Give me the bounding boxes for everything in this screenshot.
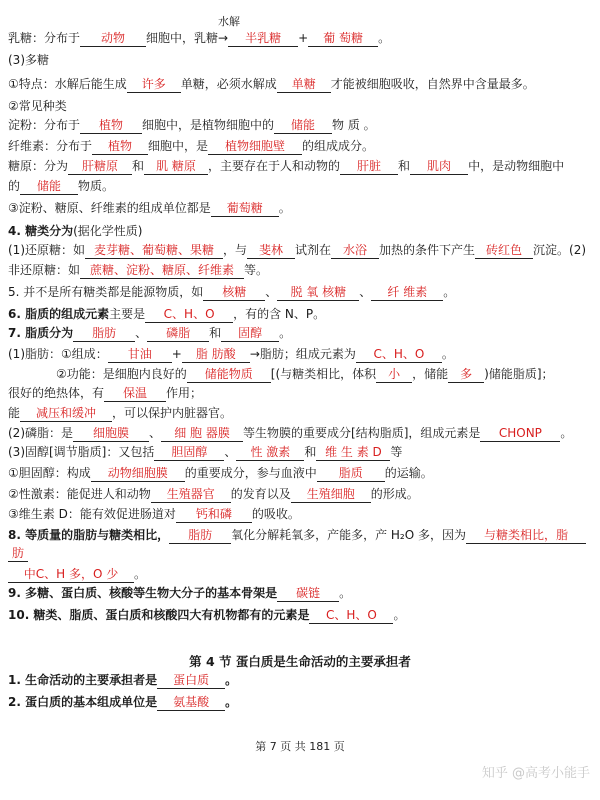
answer-blank: 生殖细胞 [291, 486, 371, 503]
static-text: 。 [560, 426, 573, 440]
static-text: )储能脂质]； [484, 367, 554, 381]
static-text: →脂肪；组成元素为 [249, 347, 356, 361]
static-text: 、 [135, 326, 148, 340]
text-line [8, 136, 594, 156]
answer-blank: 性 激素 [236, 444, 304, 461]
answer-blank: 保温 [104, 385, 166, 402]
static-text: 纤维素：分布于 [8, 139, 93, 153]
static-text: 糖原：分为 [8, 159, 69, 173]
static-text: 4. 糖类分为 [8, 224, 74, 238]
answer-blank: 斐林 [247, 242, 295, 259]
text-line [8, 50, 594, 70]
static-text: 6. 脂质的组成元素 [8, 307, 110, 321]
static-text: (1)脂肪：①组成： [8, 347, 108, 361]
static-text: ，与 [223, 243, 248, 257]
text-line [8, 583, 594, 603]
answer-blank: 磷脂 [147, 325, 209, 342]
static-text: 。 [134, 567, 147, 581]
answer-blank: 单糖 [277, 76, 331, 93]
static-text: 10. 糖类、脂质、蛋白质和核酸四大有机物都有的元素是 [8, 608, 310, 622]
static-text: 的形成。 [370, 487, 419, 501]
static-text: 加热的条件下产生 [379, 243, 476, 257]
answer-blank: 细胞膜 [73, 425, 149, 442]
answer-blank: 中C、H 多，O 少 [8, 566, 134, 583]
static-text: [(与糖类相比，体积 [270, 367, 377, 381]
static-text: 和 [398, 159, 411, 173]
answer-blank: 葡 萄糖 [308, 30, 378, 47]
text-line [8, 504, 594, 524]
static-text: 物质。 [78, 179, 115, 193]
text-line [8, 484, 594, 504]
text-line [8, 260, 594, 280]
static-text: 中，是动物细胞中 [468, 159, 565, 173]
answer-blank: 脂肪 [73, 325, 135, 342]
answer-blank: 碳链 [277, 585, 339, 602]
static-text: 。 [393, 608, 406, 622]
text-line [8, 423, 594, 443]
text-line [8, 198, 594, 218]
answer-blank: 脂肪 [169, 527, 231, 544]
answer-blank: 氨基酸 [157, 694, 225, 711]
static-text: (3)多糖 [8, 53, 49, 67]
answer-blank: 与糖类相比，脂 [466, 527, 586, 544]
static-text: 、 [224, 445, 237, 459]
static-text: ③淀粉、糖原、纤维素的组成单位都是 [8, 201, 211, 215]
answer-blank: 脂 肪酸 [182, 346, 250, 363]
static-text: 乳糖：分布于 [8, 31, 81, 45]
static-text: ②性激素：能促进人和动物 [8, 487, 151, 501]
answer-blank: 许多 [127, 76, 181, 93]
static-text: 。 [339, 586, 352, 600]
text-line [8, 323, 594, 343]
answer-blank: 蔗糖、淀粉、糖原、纤维素 [80, 262, 244, 279]
answer-blank: 动物 [80, 30, 146, 47]
answer-blank: 储能物质 [187, 366, 271, 383]
static-text: 和 [209, 326, 222, 340]
arrow-icon: → [218, 31, 229, 45]
answer-blank: 肝脏 [340, 158, 398, 175]
static-text: 。 [225, 673, 238, 687]
answer-blank: 水浴 [331, 242, 379, 259]
static-text: 9. 多糖、蛋白质、核酸等生物大分子的基本骨架是 [8, 586, 278, 600]
answer-blank: 固醇 [221, 325, 279, 342]
static-text: 和 [132, 159, 145, 173]
answer-blank: 减压和缓冲 [20, 405, 112, 422]
text-line [8, 403, 594, 423]
text-line [8, 115, 594, 135]
static-text: 氧化分解耗氧多，产能多，产 H₂O 多，因为 [231, 528, 467, 542]
answer-blank: 胆固醇 [154, 444, 224, 461]
answer-blank: 肪 [8, 545, 28, 562]
answer-blank: 脂质 [317, 465, 385, 482]
static-text: 。 [378, 31, 391, 45]
static-text: 物 质 。 [332, 118, 376, 132]
static-text: 、 [149, 426, 162, 440]
static-text: 。 [279, 326, 292, 340]
text-line [8, 525, 594, 545]
static-text: 试剂在 [295, 243, 332, 257]
answer-blank: C、H、O [145, 306, 233, 323]
text-line [8, 176, 594, 196]
text-line [8, 15, 594, 48]
answer-blank: 储能 [274, 117, 332, 134]
static-text: 1. 生命活动的主要承担者是 [8, 673, 158, 687]
static-text: 7. 脂质分为 [8, 326, 74, 340]
answer-blank: CHONP [480, 425, 560, 442]
static-text: (2)磷脂：是 [8, 426, 73, 440]
answer-blank: 甘油 [108, 346, 172, 363]
static-text: 很好的绝热体，有 [8, 386, 105, 400]
static-text: + [171, 347, 182, 361]
static-text: 细胞中，乳糖 [146, 31, 219, 45]
static-text: ，储能 [412, 367, 449, 381]
static-text: 的 [8, 179, 21, 193]
text-line [8, 442, 594, 462]
static-text: + [298, 31, 309, 45]
static-text: 的发育以及 [230, 487, 291, 501]
answer-blank: 肌肉 [410, 158, 468, 175]
answer-blank: 植物 [80, 117, 142, 134]
static-text: 和 [304, 445, 317, 459]
static-text: 非还原糖：如 [8, 263, 81, 277]
text-line [8, 670, 594, 690]
text-line [8, 221, 594, 241]
static-text: ①胆固醇：构成 [8, 466, 91, 480]
text-line [8, 282, 594, 302]
static-text: ，可以保护内脏器官。 [112, 406, 233, 420]
answer-blank: 核糖 [203, 284, 265, 301]
static-text: 等。 [244, 263, 269, 277]
static-text: 的重要成分，参与血液中 [184, 466, 317, 480]
text-line [8, 605, 594, 625]
answer-blank: 葡萄糖 [211, 200, 279, 217]
answer-blank: 多 [448, 366, 484, 383]
answer-blank: 储能 [20, 178, 78, 195]
answer-blank: 细 胞 器膜 [161, 425, 243, 442]
static-text: ③维生素 D：能有效促进肠道对 [8, 507, 176, 521]
reaction-arrow [218, 15, 241, 48]
answer-blank: 植物 [92, 138, 148, 155]
answer-blank: 麦芽糖、葡萄糖、果糖 [85, 242, 223, 259]
arrow-label: 水解 [218, 15, 241, 28]
text-line [8, 74, 594, 94]
static-text: 。 [278, 201, 291, 215]
static-text: 5. 并不是所有糖类都是能源物质，如 [8, 285, 204, 299]
text-line [8, 543, 594, 563]
text-line [8, 156, 594, 176]
static-text: 。 [225, 695, 238, 709]
static-text: 单糖，必须水解成 [180, 77, 277, 91]
static-text: 2. 蛋白质的基本组成单位是 [8, 695, 158, 709]
static-text: 8. 等质量的脂肪与糖类相比， [8, 528, 170, 542]
text-line [8, 344, 594, 364]
static-text: 细胞中，是 [148, 139, 209, 153]
answer-blank: 生殖器官 [151, 486, 231, 503]
answer-blank: 植物细胞壁 [208, 138, 302, 155]
answer-blank: 脱 氧 核糖 [277, 284, 359, 301]
static-text: ②常见种类 [8, 99, 67, 113]
section-title: 第 4 节 蛋白质是生命活动的主要承担者 [189, 654, 411, 669]
text-line [8, 692, 594, 712]
static-text: 能 [8, 406, 21, 420]
static-text: 淀粉：分布于 [8, 118, 81, 132]
answer-blank: 小 [376, 366, 412, 383]
static-text: 细胞中，是植物细胞中的 [142, 118, 275, 132]
answer-blank: C、H、O [356, 346, 442, 363]
static-text: (据化学性质) [73, 224, 143, 238]
static-text: (3)固醇[调节脂质]：又包括 [8, 445, 155, 459]
static-text: ②功能：是细胞内良好的 [8, 367, 187, 381]
static-text: 的吸收。 [251, 507, 300, 521]
static-text: ，主要存在于人和动物的 [208, 159, 341, 173]
answer-blank: 砖红色 [475, 242, 533, 259]
page-footer: 第 7 页 共 181 页 [255, 740, 345, 753]
answer-blank: 半乳糖 [228, 30, 298, 47]
text-line [8, 463, 594, 483]
static-text: 。 [441, 347, 454, 361]
static-text: 。 [443, 285, 456, 299]
static-text: 主要是 [109, 307, 146, 321]
static-text: ①特点：水解后能生成 [8, 77, 127, 91]
text-line [8, 383, 594, 403]
static-text: 、 [359, 285, 372, 299]
text-line [8, 240, 594, 260]
text-line [8, 564, 594, 584]
static-text: 沉淀。(2) [533, 243, 587, 257]
text-line [8, 96, 594, 116]
answer-blank: C、H、O [309, 607, 393, 624]
static-text: 作用； [166, 386, 203, 400]
static-text: 的组成成分。 [302, 139, 375, 153]
static-text: 等 [390, 445, 403, 459]
answer-blank: 纤 维素 [371, 284, 443, 301]
text-line [8, 364, 594, 384]
static-text: 等生物膜的重要成分[结构脂质]，组成元素是 [243, 426, 481, 440]
answer-blank: 蛋白质 [157, 672, 225, 689]
static-text: 才能被细胞吸收，自然界中含量最多。 [330, 77, 535, 91]
answer-blank: 维 生 素 D [316, 444, 390, 461]
answer-blank: 肝糖原 [68, 158, 132, 175]
answer-blank: 钙和磷 [176, 506, 252, 523]
static-text: (1)还原糖：如 [8, 243, 85, 257]
answer-blank: 动物细胞膜 [91, 465, 185, 482]
static-text: 的运输。 [384, 466, 433, 480]
answer-blank: 肌 糖原 [144, 158, 208, 175]
text-line [8, 304, 594, 324]
watermark: 知乎 @高考小能手 [481, 766, 590, 781]
static-text: ，有的含 N、P。 [233, 307, 326, 321]
static-text: 、 [265, 285, 278, 299]
